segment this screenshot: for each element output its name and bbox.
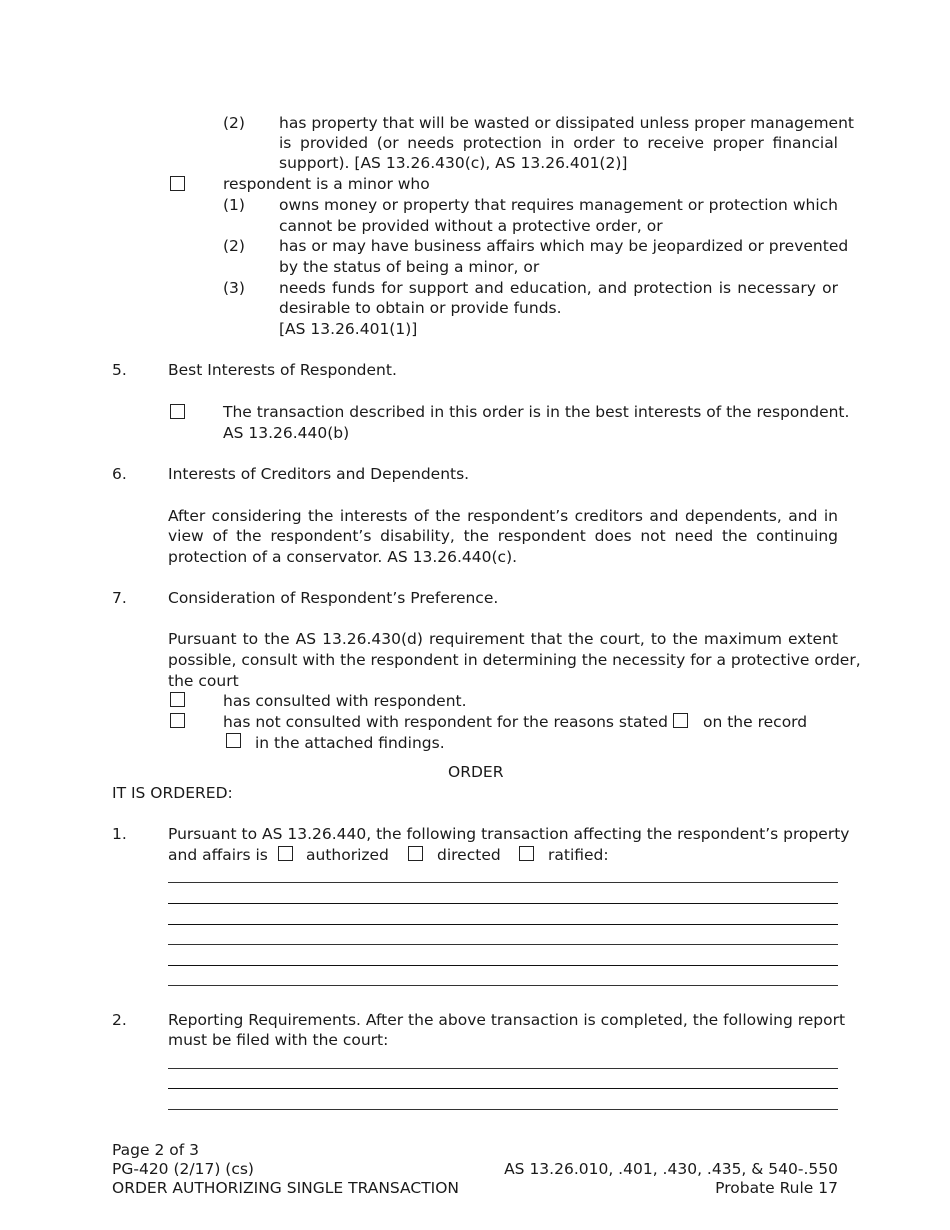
- order-item-text-line: and affairs is: [168, 846, 268, 864]
- order-item-text-line: Reporting Requirements. After the above transaction is completed, the following report: [168, 1011, 846, 1029]
- list-text-line: is provided (or needs protection in order to receive proper financial: [279, 134, 838, 152]
- report-fill-line[interactable]: [168, 1068, 838, 1069]
- consulted-label: has consulted with respondent.: [223, 692, 467, 710]
- section-heading: Interests of Creditors and Dependents.: [168, 465, 470, 483]
- on-record-label: on the record: [703, 713, 808, 731]
- statute-reference: AS 13.26.010, .401, .430, .435, & 540-.550: [504, 1160, 838, 1178]
- probate-rule: Probate Rule 17: [715, 1179, 838, 1197]
- attached-findings-checkbox[interactable]: [226, 733, 241, 748]
- page-number: Page 2 of 3: [112, 1141, 199, 1159]
- transaction-fill-line[interactable]: [168, 924, 838, 925]
- section-text-line: possible, consult with the respondent in determining the necessity for a protective order,: [168, 651, 861, 669]
- section-text-line: AS 13.26.440(b): [223, 424, 350, 442]
- list-text-line: has or may have business affairs which may be jeopardized or prevented: [279, 237, 849, 255]
- order-item-number: 1.: [112, 825, 127, 843]
- section-number: 7.: [112, 589, 127, 607]
- list-number: (2): [223, 114, 245, 132]
- ratified-checkbox[interactable]: [519, 846, 534, 861]
- best-interest-checkbox[interactable]: [170, 404, 185, 419]
- it-is-ordered: IT IS ORDERED:: [112, 784, 233, 802]
- attached-findings-label: in the attached findings.: [255, 734, 445, 752]
- minor-checkbox[interactable]: [170, 176, 185, 191]
- section-text-line: The transaction described in this order is in the best interests of the respondent.: [223, 403, 850, 421]
- form-id: PG-420 (2/17) (cs): [112, 1160, 254, 1178]
- transaction-fill-line[interactable]: [168, 944, 838, 945]
- order-item-text-line: must be filed with the court:: [168, 1031, 389, 1049]
- list-number: (2): [223, 237, 245, 255]
- transaction-fill-line[interactable]: [168, 903, 838, 904]
- list-number: (3): [223, 279, 245, 297]
- not-consulted-checkbox[interactable]: [170, 713, 185, 728]
- list-text-line: by the status of being a minor, or: [279, 258, 540, 276]
- list-text-line: owns money or property that requires management or protection which: [279, 196, 838, 214]
- list-number: (1): [223, 196, 245, 214]
- list-text-line: desirable to obtain or provide funds.: [279, 299, 562, 317]
- section-number: 5.: [112, 361, 127, 379]
- on-record-checkbox[interactable]: [673, 713, 688, 728]
- order-item-text-line: Pursuant to AS 13.26.440, the following transaction affecting the respondent’s property: [168, 825, 850, 843]
- report-fill-line[interactable]: [168, 1109, 838, 1110]
- order-item-number: 2.: [112, 1011, 127, 1029]
- form-title: ORDER AUTHORIZING SINGLE TRANSACTION: [112, 1179, 460, 1197]
- section-text-line: view of the respondent’s disability, the respondent does not need the continuing: [168, 527, 838, 545]
- authorized-label: authorized: [306, 846, 389, 864]
- minor-label: respondent is a minor who: [223, 175, 430, 193]
- list-text-line: [AS 13.26.401(1)]: [279, 320, 418, 338]
- section-text-line: protection of a conservator. AS 13.26.440(c).: [168, 548, 518, 566]
- section-heading: Best Interests of Respondent.: [168, 361, 397, 379]
- section-number: 6.: [112, 465, 127, 483]
- transaction-fill-line[interactable]: [168, 965, 838, 966]
- directed-label: directed: [437, 846, 501, 864]
- authorized-checkbox[interactable]: [278, 846, 293, 861]
- not-consulted-label: has not consulted with respondent for the reasons stated: [223, 713, 669, 731]
- section-text-line: the court: [168, 672, 239, 690]
- ratified-label: ratified:: [548, 846, 609, 864]
- order-title: ORDER: [448, 763, 504, 781]
- list-text-line: support). [AS 13.26.430(c), AS 13.26.401(2)]: [279, 154, 628, 172]
- section-heading: Consideration of Respondent’s Preference.: [168, 589, 499, 607]
- transaction-fill-line[interactable]: [168, 882, 838, 883]
- list-text-line: has property that will be wasted or dissipated unless proper management: [279, 114, 854, 132]
- consulted-checkbox[interactable]: [170, 692, 185, 707]
- report-fill-line[interactable]: [168, 1088, 838, 1089]
- transaction-fill-line[interactable]: [168, 985, 838, 986]
- section-text-line: Pursuant to the AS 13.26.430(d) requirement that the court, to the maximum extent: [168, 630, 838, 648]
- list-text-line: cannot be provided without a protective order, or: [279, 217, 663, 235]
- section-text-line: After considering the interests of the respondent’s creditors and dependents, and in: [168, 507, 838, 525]
- list-text-line: needs funds for support and education, and protection is necessary or: [279, 279, 838, 297]
- directed-checkbox[interactable]: [408, 846, 423, 861]
